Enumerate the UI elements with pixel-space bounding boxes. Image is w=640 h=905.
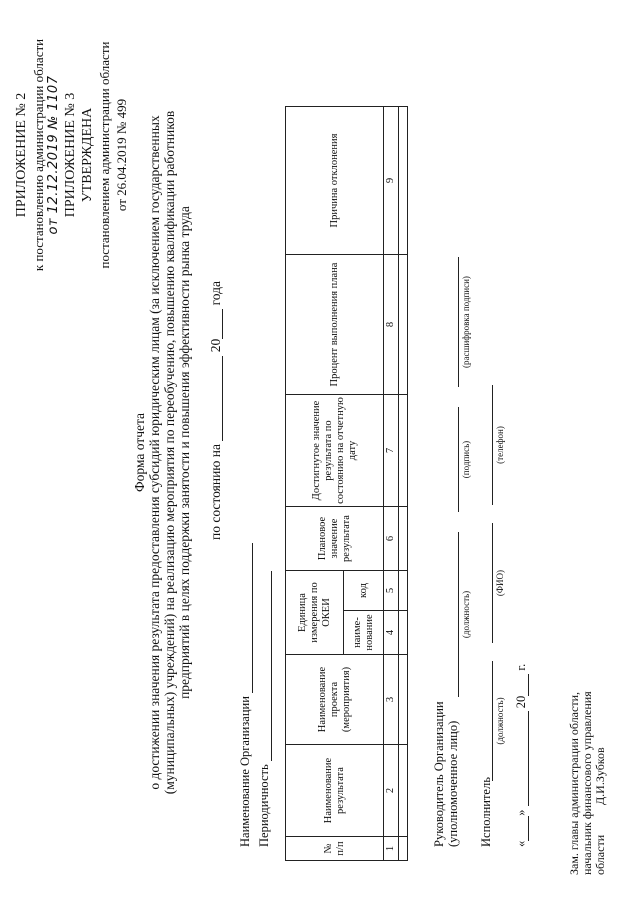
table-cell[interactable] [399,837,408,861]
table-cell[interactable] [399,611,408,655]
footer-line1: Зам. главы администрации области, [567,692,581,875]
date-year-blank[interactable] [515,674,529,696]
handwritten-date: от 12.12.2019 № 1107 [46,75,61,235]
form-title-line4: предприятий в целях поддержки занятости и повышения эффективности рынка труда [177,206,192,699]
to-resolution-label: к постановлению администрации области [31,38,46,272]
head-label: Руководитель Организации [432,701,446,847]
date-century: 20 [514,695,528,709]
table-cell[interactable] [399,571,408,611]
head-label-authorized: (уполномоченное лицо) [446,720,460,847]
executor-fio-caption: (ФИО) [495,569,505,597]
col-number-2: 2 [384,745,399,837]
th-unit-name: наиме-нование [344,611,384,655]
periodicity-row [257,571,272,847]
signature-line[interactable] [458,407,459,512]
executor-label: Исполнитель [479,777,493,847]
col-number-1: 1 [384,837,399,861]
col-number-7: 7 [384,395,399,507]
executor-phone-caption: (телефон) [495,426,505,464]
th-planned: Плановое значение результата [286,507,384,571]
org-name-row [238,543,253,847]
col-number-4: 4 [384,611,399,655]
as-of-suffix: года [208,280,223,306]
as-of-prefix: по состоянию на [208,444,223,540]
footer-name: Д.И.Зубков [593,747,607,805]
col-number-5: 5 [384,571,399,611]
table-cell[interactable] [399,655,408,745]
date-close-quote: » [514,809,528,816]
th-achieved: Достигнутое значение результата по состоянию на отчетную дату [286,395,384,507]
col-number-8: 8 [384,255,399,395]
periodicity-label: Периодичность [257,764,271,847]
footer-line3: области [593,834,607,875]
date-month-blank[interactable] [515,711,529,806]
appendix2-label: ПРИЛОЖЕНИЕ № 2 [14,92,29,218]
table-cell[interactable] [399,745,408,837]
date-row [514,664,529,847]
position-line[interactable] [458,532,459,697]
date-day-blank[interactable] [515,816,529,841]
approved-by-label: постановлением администрации области [97,41,112,269]
executor-fio-line[interactable] [492,523,493,643]
table-cell[interactable] [399,395,408,507]
decoding-caption: (расшифровка подписи) [461,276,471,368]
form-title: Форма отчета [132,412,147,493]
col-number-3: 3 [384,655,399,745]
th-percent: Процент выполнения плана [286,255,384,395]
form-title-line2: о достижении значения результата предоставления субсидий юридическим лицам (за исключением государственных [147,115,162,790]
th-unit: Единица измерения по ОКЕИ [286,571,344,655]
org-name-blank[interactable] [239,543,253,693]
signature-caption: (подпись) [461,440,471,479]
th-reason: Причина отклонения [286,107,384,255]
th-result-name: Наименование результата [286,745,384,837]
executor-position-caption: (должность) [495,697,505,745]
approved-date-label: от 26.04.2019 № 499 [114,98,129,212]
th-num: № п/п [286,837,384,861]
executor-phone-line[interactable] [492,385,493,505]
results-table [285,106,408,861]
decoding-line[interactable] [458,257,459,387]
executor-position-line[interactable] [492,661,493,781]
position-caption: (должность) [461,590,471,639]
col-number-6: 6 [384,507,399,571]
table-cell[interactable] [399,107,408,255]
as-of-year-blank[interactable] [209,309,223,339]
org-name-label: Наименование Организации [238,696,252,847]
form-title-line3: (муниципальных) учреждений) на реализацию мероприятия по переобучению, повышению квалификации работников [162,110,177,795]
as-of-century: 20 [208,338,223,353]
periodicity-blank[interactable] [258,571,272,761]
as-of-line [208,281,223,540]
table-cell[interactable] [399,507,408,571]
table-cell[interactable] [399,255,408,395]
th-project-name: Наименование проекта (мероприятия) [286,655,384,745]
date-suffix: г. [514,663,528,671]
th-unit-code: код [344,571,384,611]
appendix3-label: ПРИЛОЖЕНИЕ № 3 [63,92,78,218]
approved-label: УТВЕРЖДЕНА [80,107,95,203]
col-number-9: 9 [384,107,399,255]
date-open-quote: « [514,840,528,847]
as-of-day-blank[interactable] [209,356,223,441]
footer-line2: начальник финансового управления [580,691,594,875]
